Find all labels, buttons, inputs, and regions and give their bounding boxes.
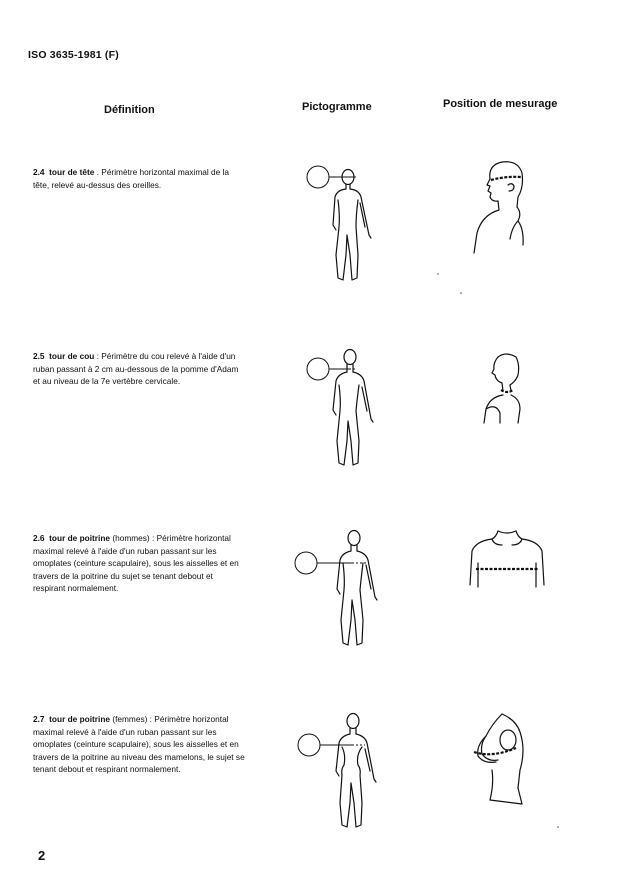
scan-speck (460, 292, 462, 294)
entry-term: tour de tête (49, 167, 95, 177)
entry-number: 2.7 (33, 714, 45, 724)
pictogram-neck-circumference (290, 345, 390, 475)
entry-definition: : Périmètre du cou relevé à l'aide d'un ruban passant à 2 cm au-dessous de la pomme d'Adam et au niveau de la 7e vertèbre cervicale. (33, 351, 239, 387)
position-neck-circumference (462, 347, 552, 447)
entry-2-6 (33, 532, 245, 595)
entry-2-7 (33, 713, 245, 776)
entry-number: 2.6 (33, 533, 45, 543)
entry-qualifier: (hommes) (112, 533, 150, 543)
entry-number: 2.4 (33, 167, 45, 177)
entry-definition: : Périmètre horizontal maximal relevé à l'aide d'un ruban passant sur les omoplates (ceinture scapulaire), sous les aisselles et en travers de la poitrine au niveau des mamelons, le sujet se tenant debout et respirant normalement. (33, 714, 245, 775)
column-header-definition: Définition (104, 104, 155, 116)
entry-term: tour de cou (49, 351, 95, 361)
entry-term: tour de poitrine (49, 533, 111, 543)
position-chest-women (462, 710, 552, 810)
entry-number: 2.5 (33, 351, 45, 361)
column-header-position: Position de mesurage (443, 98, 558, 110)
page-number: 2 (38, 848, 46, 863)
entry-2-4 (33, 166, 245, 191)
pictogram-head-circumference (290, 155, 390, 285)
entry-definition: : Périmètre horizontal maximal relevé à l'aide d'un ruban passant sur les omoplates (ceinture scapulaire), sous les aisselles et en travers de la poitrine du sujet se tenant debout et respirant normalement. (33, 533, 239, 594)
pictogram-chest-men (290, 525, 390, 655)
position-chest-men (462, 523, 552, 623)
standard-reference: ISO 3635-1981 (F) (28, 49, 119, 61)
entry-definition: . Périmètre horizontal maximal de la tête, relevé au-dessus des oreilles. (33, 167, 230, 190)
position-head-circumference (462, 155, 552, 255)
entry-qualifier: (femmes) (112, 714, 148, 724)
column-header-pictogram: Pictogramme (302, 101, 372, 113)
pictogram-chest-women (290, 707, 390, 837)
scan-speck (557, 826, 559, 828)
entry-2-5 (33, 350, 245, 388)
entry-term: tour de poitrine (49, 714, 111, 724)
scan-speck (437, 273, 439, 275)
